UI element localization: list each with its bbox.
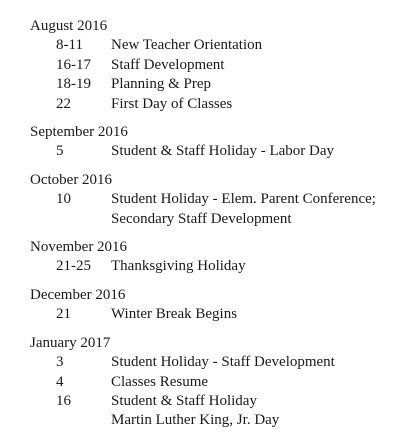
event-description	[111, 75, 412, 94]
event-date: 21-25	[56, 258, 91, 275]
month-block	[30, 123, 412, 162]
event-row	[30, 353, 412, 372]
event-description	[111, 373, 412, 392]
event-description	[111, 353, 412, 372]
event-date: 18-19	[56, 76, 91, 93]
event-row	[30, 373, 412, 392]
event-date: 8-11	[56, 37, 83, 54]
event-description	[111, 36, 412, 55]
event-row	[30, 56, 412, 75]
event-row	[30, 190, 412, 229]
event-description	[111, 190, 412, 229]
event-description-line: First Day of Classes	[111, 95, 233, 112]
event-date: 21	[56, 306, 71, 323]
month-block	[30, 171, 412, 229]
event-date: 16	[56, 392, 71, 409]
month-title: August 2016	[30, 18, 108, 34]
event-description-line: Student Holiday - Elem. Parent Conference;	[111, 191, 376, 208]
event-description-line: Student & Staff Holiday - Labor Day	[111, 143, 335, 160]
event-date: 5	[56, 143, 64, 160]
month-title: January 2017	[30, 334, 111, 351]
month-block	[30, 286, 412, 325]
event-description-line: Classes Resume	[111, 373, 209, 390]
month-title: September 2016	[30, 124, 128, 141]
event-description-line: New Teacher Orientation	[111, 37, 263, 54]
event-description-line: Student Holiday - Staff Development	[111, 354, 335, 371]
month-block	[30, 334, 412, 431]
event-date: 4	[56, 373, 64, 390]
event-description	[111, 56, 412, 75]
event-description-line: Student & Staff Holiday	[111, 392, 257, 409]
event-row	[30, 36, 412, 55]
event-description	[111, 257, 412, 276]
event-description-line: Secondary Staff Development	[111, 210, 292, 227]
event-description-line: Thanksgiving Holiday	[111, 258, 246, 275]
event-date: 10	[56, 191, 71, 208]
event-row	[30, 75, 412, 94]
event-date: 3	[56, 354, 64, 371]
event-description	[111, 142, 412, 161]
month-title: October 2016	[30, 171, 113, 188]
event-date: 16-17	[56, 56, 91, 73]
event-date: 22	[56, 95, 71, 112]
month-title: December 2016	[30, 286, 126, 303]
event-description-line: Winter Break Begins	[111, 306, 238, 323]
event-row	[30, 257, 412, 276]
month-block	[30, 238, 412, 277]
event-description	[111, 392, 412, 431]
event-row	[30, 392, 412, 431]
month-block	[30, 17, 412, 114]
event-description-line: Staff Development	[111, 56, 225, 73]
event-row	[30, 95, 412, 114]
event-description-line: Martin Luther King, Jr. Day	[111, 412, 280, 429]
event-row	[30, 305, 412, 324]
event-description	[111, 305, 412, 324]
event-description	[111, 95, 412, 114]
month-title: November 2016	[30, 239, 128, 256]
event-row	[30, 142, 412, 161]
event-description-line: Planning & Prep	[111, 76, 211, 93]
